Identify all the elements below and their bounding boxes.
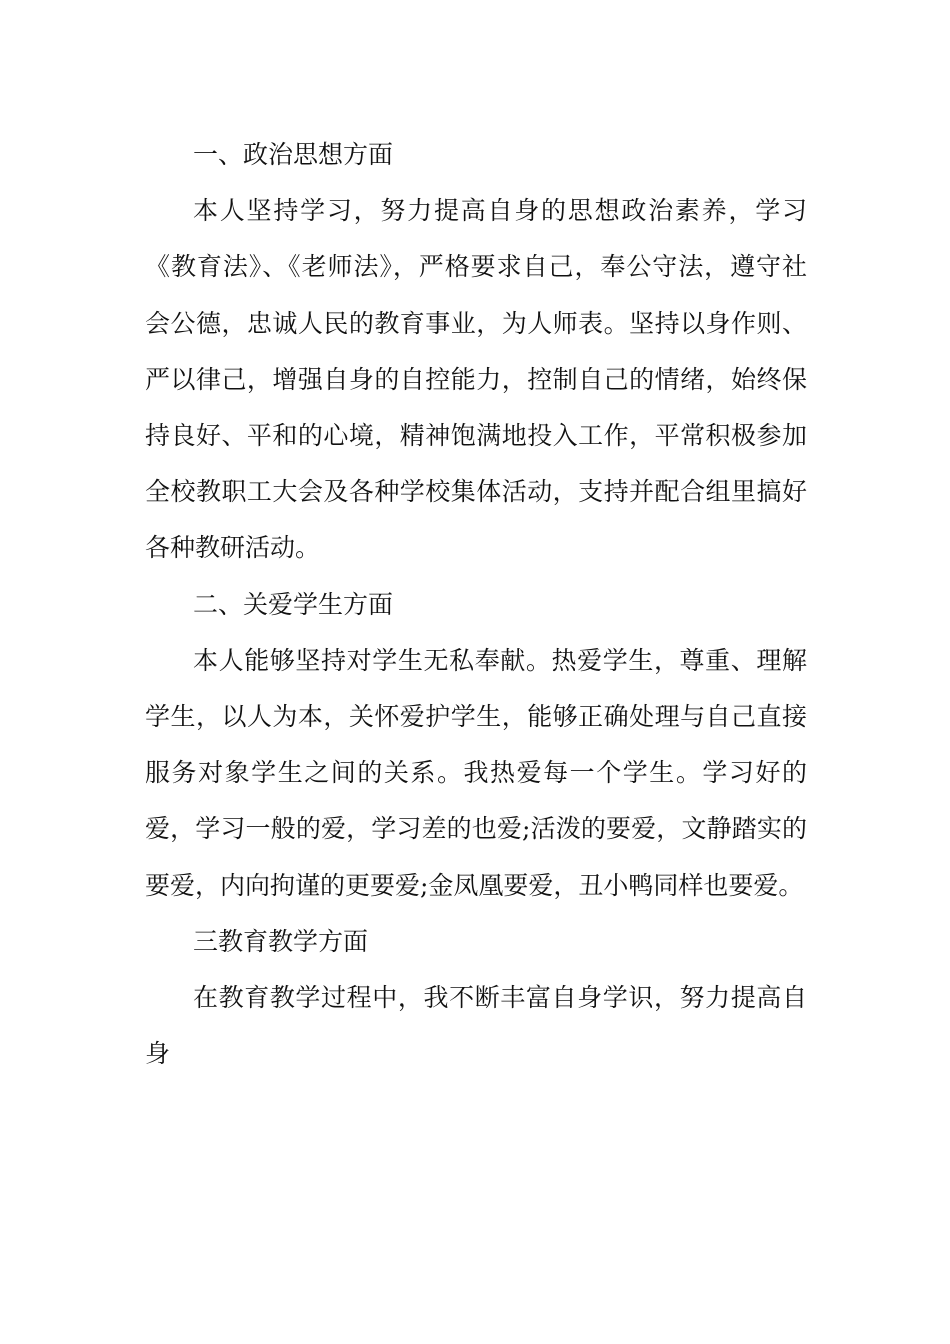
document-body (145, 127, 807, 1082)
section-paragraph-political: 本人坚持学习，努力提高自身的思想政治素养，学习《教育法》、《老师法》，严格要求自己，奉公守法，遵守社会公德，忠诚人民的教育事业，为人师表。坚持以身作则、严以律己，增强自身的自控能力，控制自己的情绪，始终保持良好、平和的心境，精神饱满地投入工作，平常积极参加全校教职工大会及各种学校集体活动，支持并配合组里搞好各种教研活动。 (145, 196, 807, 563)
section-paragraph-caring-students: 本人能够坚持对学生无私奉献。热爱学生，尊重、理解学生，以人为本，关怀爱护学生，能够正确处理与自己直接服务对象学生之间的关系。我热爱每一个学生。学习好的爱，学习一般的爱，学习差的也爱;活泼的要爱，文静踏实的要爱，内向拘谨的更要爱;金凤凰要爱，丑小鸭同样也要爱。 (145, 645, 807, 900)
section-paragraph-teaching: 在教育教学过程中，我不断丰富自身学识，努力提高自身 (145, 983, 807, 1069)
section-heading-political: 一、政治思想方面 (193, 140, 394, 169)
section-heading-teaching: 三教育教学方面 (193, 926, 369, 956)
section-heading-caring-students: 二、关爱学生方面 (193, 589, 394, 619)
